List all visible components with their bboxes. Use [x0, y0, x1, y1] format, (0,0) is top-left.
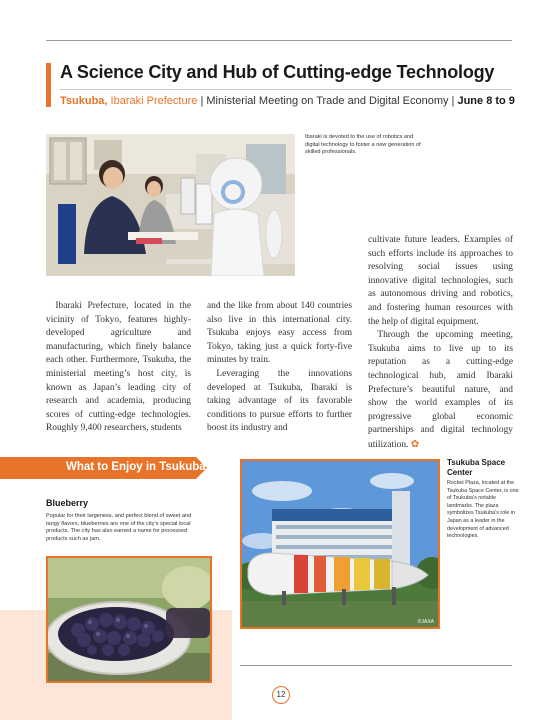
title-accent-bar — [46, 63, 51, 107]
page-number: 12 — [272, 686, 290, 704]
space-center-description: Rocket Plaza, located at the Tsukuba Space Center, is one of Tsukuba’s notable landmarks. The plaza symbolizes Tsukuba’s role in Japan as a leader in the development of advanced technologies. — [447, 480, 519, 540]
photo-caption: Ibaraki is devoted to the use of robotics and digital technology to foster a new generation of skilled professionals. — [305, 134, 421, 156]
paragraph: Leveraging the innovations developed at Tsukuba, Ibaraki is taking advantage of its favorable conditions to pursue efforts to further boost its industry and — [207, 368, 352, 434]
article-column-3 — [368, 234, 513, 453]
paragraph — [368, 329, 513, 452]
blueberry-photo — [46, 556, 212, 683]
article-column-1 — [46, 300, 191, 436]
separator: | — [451, 95, 455, 107]
article-column-2 — [207, 300, 352, 436]
rocket-plaza-illustration — [242, 461, 438, 627]
paragraph: cultivate future leaders. Examples of such efforts include its approaches to resolving social issues using innovative digital technologies, such as autonomous driving and robotics, and fostering human resources with the help of digital equipment. — [368, 235, 513, 327]
robot-classroom-photo — [46, 134, 295, 276]
bottom-rule — [240, 665, 512, 666]
blueberry-description: Popular for their largeness, and perfect blend of sweet and tangy flavors, blueberries are one of the city’s special local products. The city has also earned a name for processed products such as jam. — [46, 513, 192, 542]
paragraph-text: Through the upcoming meeting, Tsukuba aims to live up to its reputation as a cutting-edge technological hub, amid Ibaraki Prefecture’s beautiful nature, and show the world examples of its progressive global economic partnerships and digital technology utilization. — [368, 330, 513, 450]
prefecture-name: Ibaraki Prefecture — [110, 95, 198, 107]
separator: | — [200, 95, 204, 107]
city-name: Tsukuba, — [60, 95, 108, 107]
subtitle — [60, 95, 515, 107]
top-rule — [46, 40, 512, 41]
meeting-name: Ministerial Meeting on Trade and Digital Economy — [206, 95, 449, 107]
robot-classroom-illustration — [46, 134, 295, 276]
paragraph: Ibaraki Prefecture, located in the vicinity of Tokyo, features highly-developed agriculture and manufacturing, which finely balance each other. Furthermore, Tsukuba, the ministerial meeting’s host city, is known as Japan’s leading city of research and academia, producing scores of cutting-edge technologies. Roughly 9,400 researchers, students — [46, 301, 191, 434]
end-mark-icon: ✿ — [410, 438, 420, 450]
blueberry-heading: Blueberry — [46, 498, 89, 508]
rocket-plaza-photo — [240, 459, 440, 629]
photo-credit: ©JAXA — [417, 619, 434, 625]
space-center-heading: Tsukuba Space Center — [447, 458, 506, 477]
title-rule — [60, 89, 512, 90]
page-title: A Science City and Hub of Cutting-edge Technology — [60, 62, 495, 82]
section-banner-title: What to Enjoy in Tsukuba — [66, 461, 206, 473]
paragraph: and the like from about 140 countries also live in this international city. Tsukuba enjoys easy access from Tokyo, taking just a quick forty-five minutes by train. — [207, 301, 352, 366]
meeting-dates: June 8 to 9 — [457, 95, 515, 107]
blueberry-illustration — [48, 558, 210, 681]
